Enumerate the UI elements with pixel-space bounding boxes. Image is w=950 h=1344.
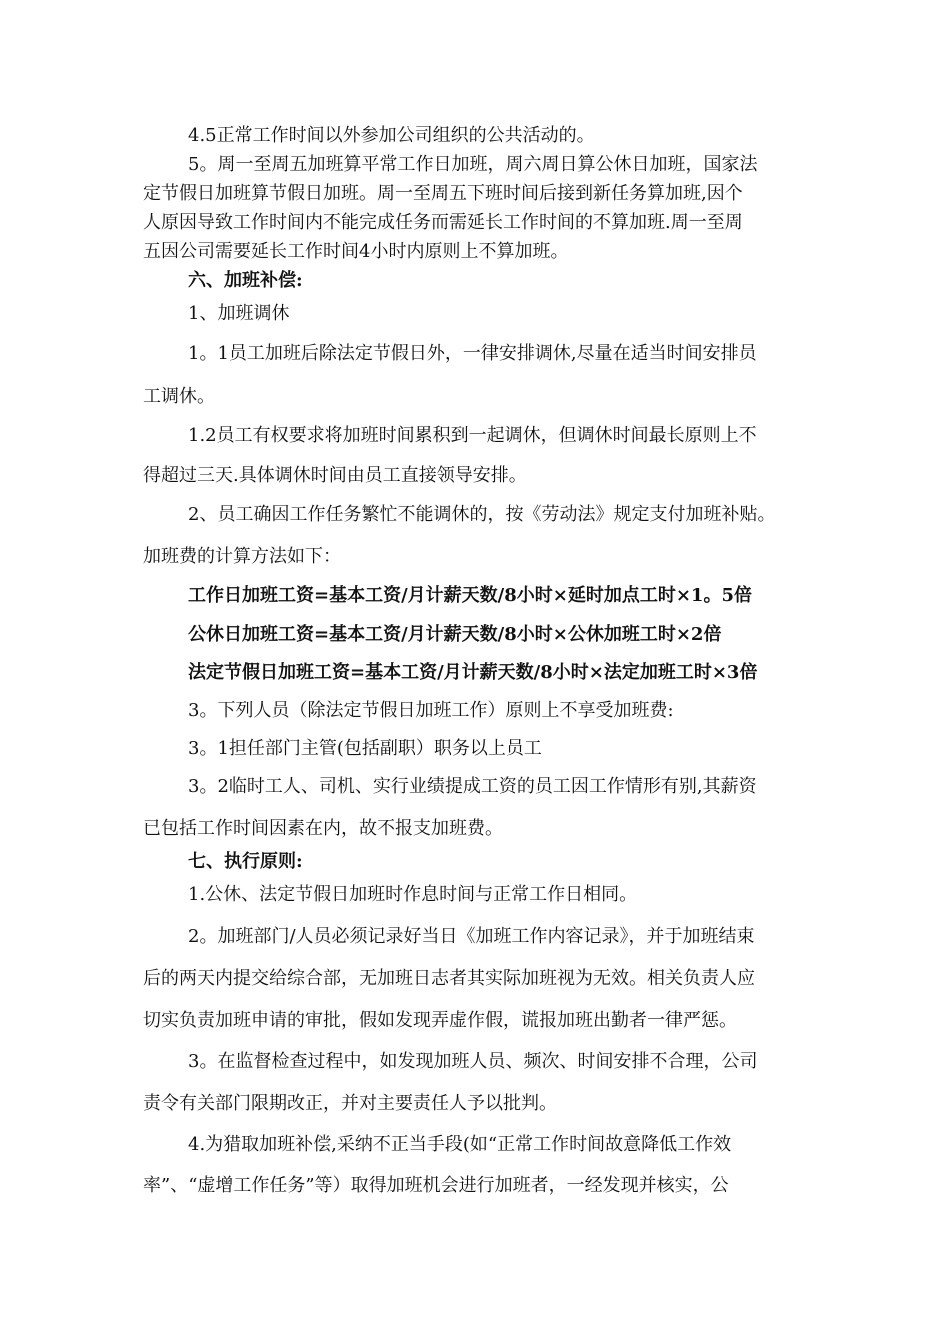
text-line: 率”、“虚增工作任务”等）取得加班机会进行加班者，一经发现并核实，公 xyxy=(143,1175,729,1196)
text-line: 5。周一至周五加班算平常工作日加班，周六周日算公休日加班，国家法 xyxy=(188,154,758,175)
text-line: 工调休。 xyxy=(143,386,215,407)
text-line: 1.公休、法定节假日加班时作息时间与正常工作日相同。 xyxy=(188,884,638,905)
text-line: 加班费的计算方法如下： xyxy=(143,546,341,567)
section-heading: 六、加班补偿: xyxy=(188,270,303,291)
text-line: 切实负责加班申请的审批，假如发现弄虚作假，谎报加班出勤者一律严惩。 xyxy=(143,1010,737,1031)
text-line: 得超过三天.具体调休时间由员工直接领导安排。 xyxy=(143,465,527,486)
text-line: 2、员工确因工作任务繁忙不能调休的，按《劳动法》规定支付加班补贴。 xyxy=(188,504,776,525)
text-line: 3。2临时工人、司机、实行业绩提成工资的员工因工作情形有别,其薪资 xyxy=(188,776,757,797)
text-line: 人原因导致工作时间内不能完成任务而需延长工作时间的不算加班.周一至周 xyxy=(143,212,743,233)
text-line: 定节假日加班算节假日加班。周一至周五下班时间后接到新任务算加班,因个 xyxy=(143,183,743,204)
text-line: 已包括工作时间因素在内，故不报支加班费。 xyxy=(143,818,503,839)
text-line: 1.2员工有权要求将加班时间累积到一起调休，但调休时间最长原则上不 xyxy=(188,425,757,446)
formula-line: 公休日加班工资=基本工资/月计薪天数/8小时×公休加班工时×2倍 xyxy=(188,624,722,645)
text-line: 后的两天内提交给综合部，无加班日志者其实际加班视为无效。相关负责人应 xyxy=(143,968,755,989)
text-line: 1。1员工加班后除法定节假日外，一律安排调休,尽量在适当时间安排员 xyxy=(188,343,757,364)
text-line: 4.5正常工作时间以外参加公司组织的公共活动的。 xyxy=(188,125,595,146)
section-heading: 七、执行原则: xyxy=(188,851,303,872)
text-line: 五因公司需要延长工作时间4小时内原则上不算加班。 xyxy=(143,241,569,262)
text-line: 4.为猎取加班补偿,采纳不正当手段(如“正常工作时间故意降低工作效 xyxy=(188,1134,732,1155)
text-line: 3。在监督检查过程中，如发现加班人员、频次、时间安排不合理，公司 xyxy=(188,1051,758,1072)
text-line: 3。1担任部门主管(包括副职）职务以上员工 xyxy=(188,738,542,759)
formula-line: 法定节假日加班工资=基本工资/月计薪天数/8小时×法定加班工时×3倍 xyxy=(188,662,758,683)
text-line: 2。加班部门/人员必须记录好当日《加班工作内容记录》，并于加班结束 xyxy=(188,926,755,947)
text-line: 1、加班调休 xyxy=(188,303,290,324)
formula-line: 工作日加班工资=基本工资/月计薪天数/8小时×延时加点工时×1。5倍 xyxy=(188,585,752,606)
text-line: 责令有关部门限期改正，并对主要责任人予以批判。 xyxy=(143,1093,557,1114)
text-line: 3。下列人员（除法定节假日加班工作）原则上不享受加班费: xyxy=(188,700,674,721)
